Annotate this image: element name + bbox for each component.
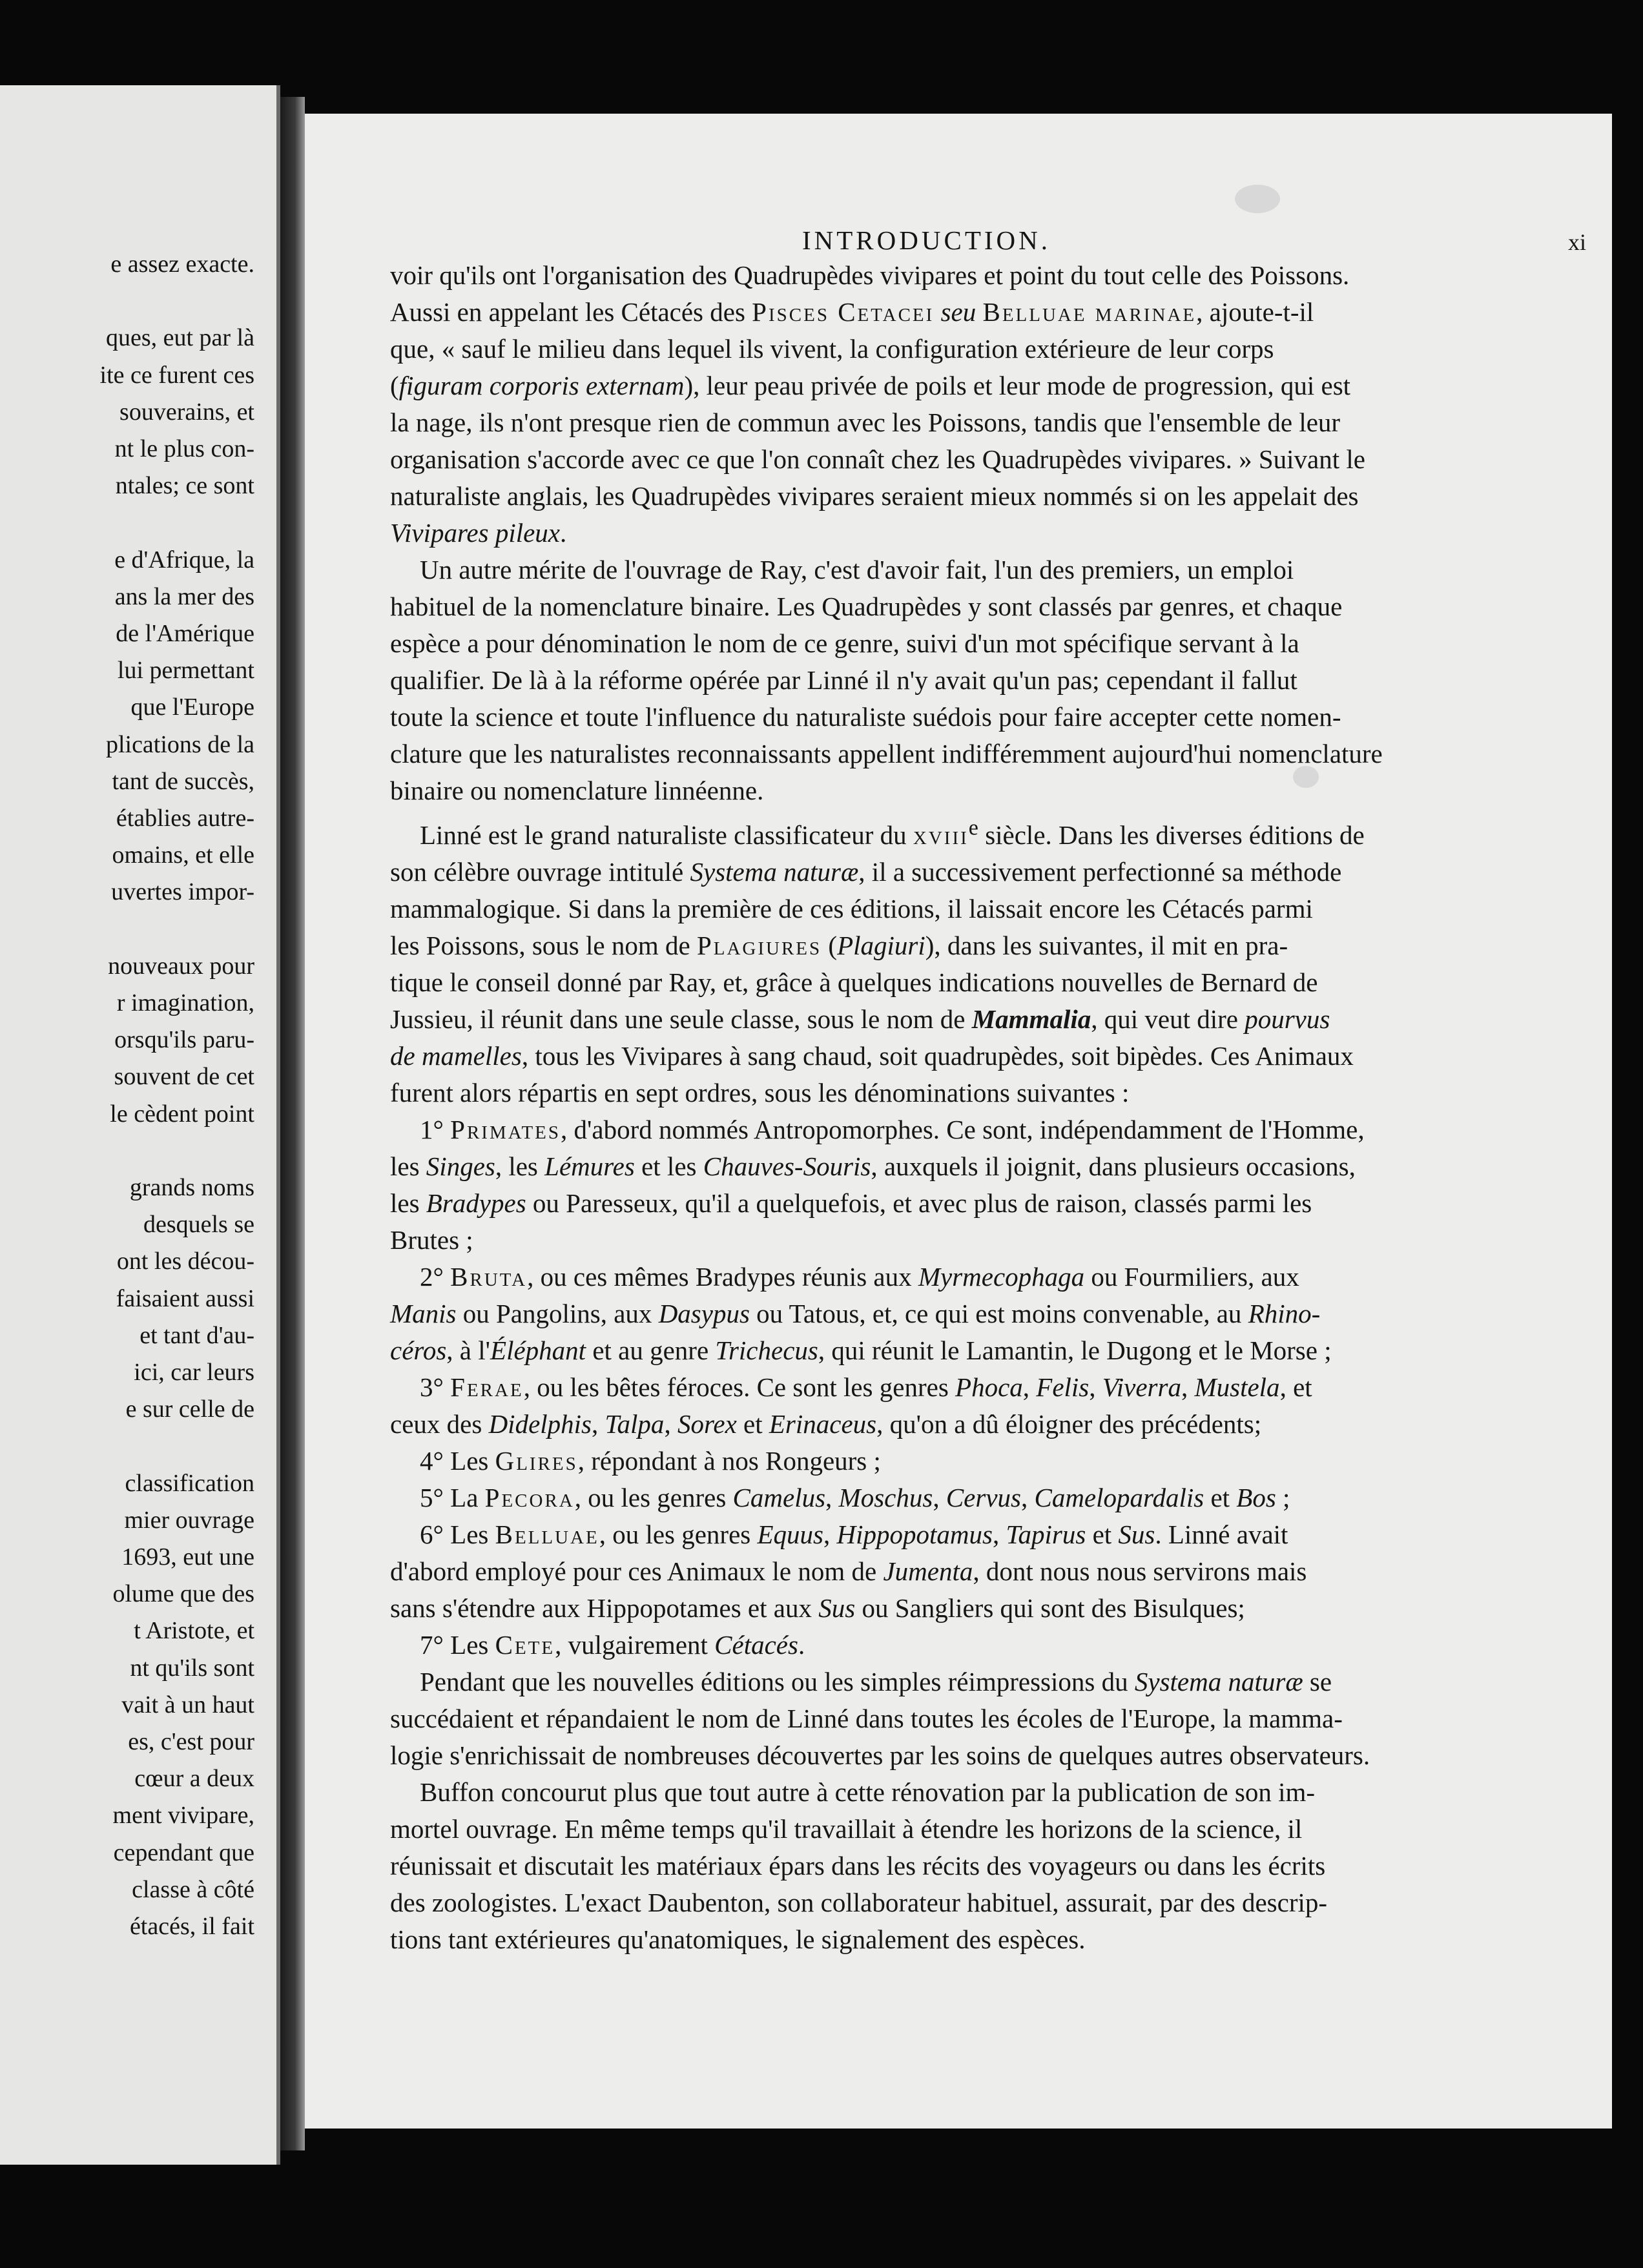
order-item: [390, 1627, 1457, 1664]
text-line: 4° Les Glires, répondant à nos Rongeurs ;: [420, 1445, 881, 1476]
text-line: 3° Ferae, ou les bêtes féroces. Ce sont les genres Phoca, Felis, Viverra, Mustela, et: [420, 1372, 1312, 1402]
running-head-title: INTRODUCTION.: [802, 225, 1051, 255]
left-page-line: olume que des: [112, 1580, 254, 1608]
order-item: [390, 1259, 1457, 1369]
text-line: clature que les naturalistes reconnaissants appellent indifféremment aujourd'hui nomenclature: [390, 739, 1383, 768]
paragraph: [390, 552, 1457, 809]
left-page-line: cependant que: [113, 1839, 254, 1866]
text-line: Un autre mérite de l'ouvrage de Ray, c'est d'avoir fait, l'un des premiers, un emploi: [420, 555, 1294, 584]
left-page-line: mier ouvrage: [124, 1506, 254, 1534]
text-line: binaire ou nomenclature linnéenne.: [390, 776, 764, 805]
text-line: que, « sauf le milieu dans lequel ils vivent, la configuration extérieure de leur corps: [390, 334, 1274, 364]
text-line: la nage, ils n'ont presque rien de commun avec les Poissons, tandis que l'ensemble de leur: [390, 407, 1341, 437]
left-page-line: ite ce furent ces: [99, 361, 254, 389]
text-line: des zoologistes. L'exact Daubenton, son collaborateur habituel, assurait, par des descrip-: [390, 1887, 1328, 1917]
paragraph: [390, 257, 1457, 552]
left-facing-page: [0, 85, 280, 2165]
paragraph: [390, 1664, 1457, 1774]
page-number: xi: [1567, 229, 1586, 255]
left-page-line: cœur a deux: [134, 1765, 254, 1793]
left-page-line: souvent de cet: [114, 1063, 254, 1091]
text-line: Vivipares pileux.: [390, 518, 567, 548]
text-line: céros, à l'Éléphant et au genre Trichecus, qui réunit le Lamantin, le Dugong et le Morse ;: [390, 1335, 1332, 1365]
left-page-line: que l'Europe: [130, 694, 254, 721]
text-line: Buffon concourut plus que tout autre à cette rénovation par la publication de son im-: [420, 1777, 1316, 1807]
text-line: les Bradypes ou Paresseux, qu'il a quelquefois, et avec plus de raison, classés parmi les: [390, 1188, 1312, 1218]
left-page-line: et tant d'au-: [140, 1321, 254, 1349]
left-page-line: ntales; ce sont: [115, 472, 254, 500]
left-page-line: e sur celle de: [125, 1396, 254, 1423]
book-gutter: [280, 97, 305, 2150]
order-item: [390, 1111, 1457, 1259]
left-page-line: ici, car leurs: [134, 1359, 254, 1386]
left-page-line: le cèdent point: [110, 1100, 254, 1128]
paragraph: [390, 809, 1457, 1111]
text-line: son célèbre ouvrage intitulé Systema naturæ, il a successivement perfectionné sa méthode: [390, 856, 1342, 887]
left-page-line: nt qu'ils sont: [130, 1654, 254, 1682]
text-line: de mamelles, tous les Vivipares à sang chaud, soit quadrupèdes, soit bipèdes. Ces Animaux: [390, 1040, 1354, 1071]
text-line: Jussieu, il réunit dans une seule classe, sous le nom de Mammalia, qui veut dire pourvus: [390, 1004, 1330, 1034]
text-line: (figuram corporis externam), leur peau privée de poils et leur mode de progression, qui est: [390, 371, 1351, 400]
left-page-line: uvertes impor-: [111, 878, 254, 906]
text-line: sans s'étendre aux Hippopotames et aux Sus ou Sangliers qui sont des Bisulques;: [390, 1593, 1245, 1623]
left-page-line: établies autre-: [116, 805, 254, 832]
left-page-line: plications de la: [105, 730, 254, 758]
text-line: voir qu'ils ont l'organisation des Quadrupèdes vivipares et point du tout celle des Poissons.: [390, 260, 1350, 290]
text-line: toute la science et toute l'influence du naturaliste suédois pour faire accepter cette nomen-: [390, 702, 1341, 732]
text-line: Pendant que les nouvelles éditions ou les simples réimpressions du Systema naturæ se: [420, 1666, 1332, 1696]
text-line: Brutes ;: [390, 1224, 473, 1255]
text-line: logie s'enrichissait de nombreuses découvertes par les soins de quelques autres observateurs.: [390, 1740, 1370, 1770]
left-page-line: 1693, eut une: [121, 1543, 254, 1571]
text-line: 5° La Pecora, ou les genres Camelus, Moschus, Cervus, Camelopardalis et Bos ;: [420, 1482, 1290, 1512]
text-line: 6° Les Belluae, ou les genres Equus, Hippopotamus, Tapirus et Sus. Linné avait: [420, 1519, 1288, 1549]
left-page-line: étacés, il fait: [129, 1913, 254, 1940]
right-page: [305, 114, 1612, 2129]
left-page-line: omains, et elle: [112, 841, 254, 869]
paragraph: [390, 1774, 1457, 1958]
order-item: [390, 1479, 1457, 1516]
text-line: 2° Bruta, ou ces mêmes Bradypes réunis aux Myrmecophaga ou Fourmiliers, aux: [420, 1261, 1299, 1292]
left-page-line: e assez exacte.: [110, 251, 254, 278]
text-line: les Singes, les Lémures et les Chauves-Souris, auxquels il joignit, dans plusieurs occasions,: [390, 1151, 1356, 1181]
text-line: mortel ouvrage. En même temps qu'il travaillait à étendre les horizons de la science, il: [390, 1813, 1303, 1844]
text-line: ceux des Didelphis, Talpa, Sorex et Erinaceus, qu'on a dû éloigner des précédents;: [390, 1408, 1262, 1439]
text-line: 1° Primates, d'abord nommés Antropomorphes. Ce sont, indépendamment de l'Homme,: [420, 1114, 1365, 1144]
body-text: [390, 257, 1457, 1958]
text-line: habituel de la nomenclature binaire. Les Quadrupèdes y sont classés par genres, et chaque: [390, 592, 1343, 621]
text-line: succédaient et répandaient le nom de Linné dans toutes les écoles de l'Europe, la mamma-: [390, 1703, 1343, 1733]
text-line: naturaliste anglais, les Quadrupèdes vivipares seraient mieux nommés si on les appelait des: [390, 481, 1359, 511]
left-page-line: grands noms: [129, 1174, 254, 1201]
left-page-line: es, c'est pour: [128, 1728, 254, 1755]
text-line: qualifier. De là à la réforme opérée par Linné il n'y avait qu'un pas; cependant il fallut: [390, 665, 1297, 695]
text-line: tions tant extérieures qu'anatomiques, le signalement des espèces.: [390, 1924, 1086, 1954]
left-page-line: t Aristote, et: [134, 1617, 254, 1645]
left-page-line: faisaient aussi: [116, 1284, 254, 1312]
left-page-line: orsqu'ils paru-: [114, 1026, 254, 1054]
left-page-line: ont les décou-: [116, 1248, 254, 1275]
order-item: [390, 1443, 1457, 1479]
text-line: tique le conseil donné par Ray, et, grâce à quelques indications nouvelles de Bernard de: [390, 967, 1318, 997]
left-page-line: tant de succès,: [112, 767, 254, 795]
text-line: mammalogique. Si dans la première de ces éditions, il laissait encore les Cétacés parmi: [390, 893, 1313, 923]
text-line: Linné est le grand naturaliste classificateur du xviii$^e$ siècle. Dans les diverses éditions de: [420, 816, 1365, 850]
text-line: furent alors répartis en sept ordres, sous les dénominations suivantes :: [390, 1077, 1130, 1108]
left-page-line: ment vivipare,: [112, 1802, 254, 1830]
text-line: Aussi en appelant les Cétacés des Pisces Cetacei seu Belluae marinae, ajoute-t-il: [390, 297, 1314, 327]
left-page-line: e d'Afrique, la: [114, 546, 254, 573]
left-page-line: nt le plus con-: [114, 435, 254, 462]
text-line: Manis ou Pangolins, aux Dasypus ou Tatous, et, ce qui est moins convenable, au Rhino-: [390, 1298, 1321, 1328]
text-line: 7° Les Cete, vulgairement Cétacés.: [420, 1629, 805, 1660]
text-line: réunissait et discutait les matériaux épars dans les récits des voyageurs ou dans les écrits: [390, 1850, 1326, 1881]
left-page-line: classification: [125, 1469, 254, 1497]
text-line: organisation s'accorde avec ce que l'on connaît chez les Quadrupèdes vivipares. » Suivant le: [390, 444, 1365, 474]
left-page-line: ans la mer des: [114, 582, 254, 610]
text-line: d'abord employé pour ces Animaux le nom de Jumenta, dont nous nous servirons mais: [390, 1556, 1307, 1586]
order-item: [390, 1369, 1457, 1443]
left-page-line: vait à un haut: [121, 1691, 254, 1718]
left-page-line: lui permettant: [117, 657, 254, 685]
left-page-line: classe à côté: [132, 1875, 254, 1903]
left-page-line: de l'Amérique: [116, 620, 254, 647]
left-page-line: souverains, et: [119, 398, 254, 426]
text-line: les Poissons, sous le nom de Plagiures (Plagiuri), dans les suivantes, il mit en pra-: [390, 930, 1288, 960]
left-page-line: ques, eut par là: [105, 324, 254, 352]
left-page-line: r imagination,: [116, 989, 254, 1016]
left-page-line: nouveaux pour: [108, 952, 254, 980]
text-line: espèce a pour dénomination le nom de ce genre, suivi d'un mot spécifique servant à la: [390, 628, 1299, 658]
paper-blemish: [1235, 185, 1280, 213]
order-item: [390, 1516, 1457, 1627]
left-page-line: desquels se: [143, 1211, 254, 1239]
